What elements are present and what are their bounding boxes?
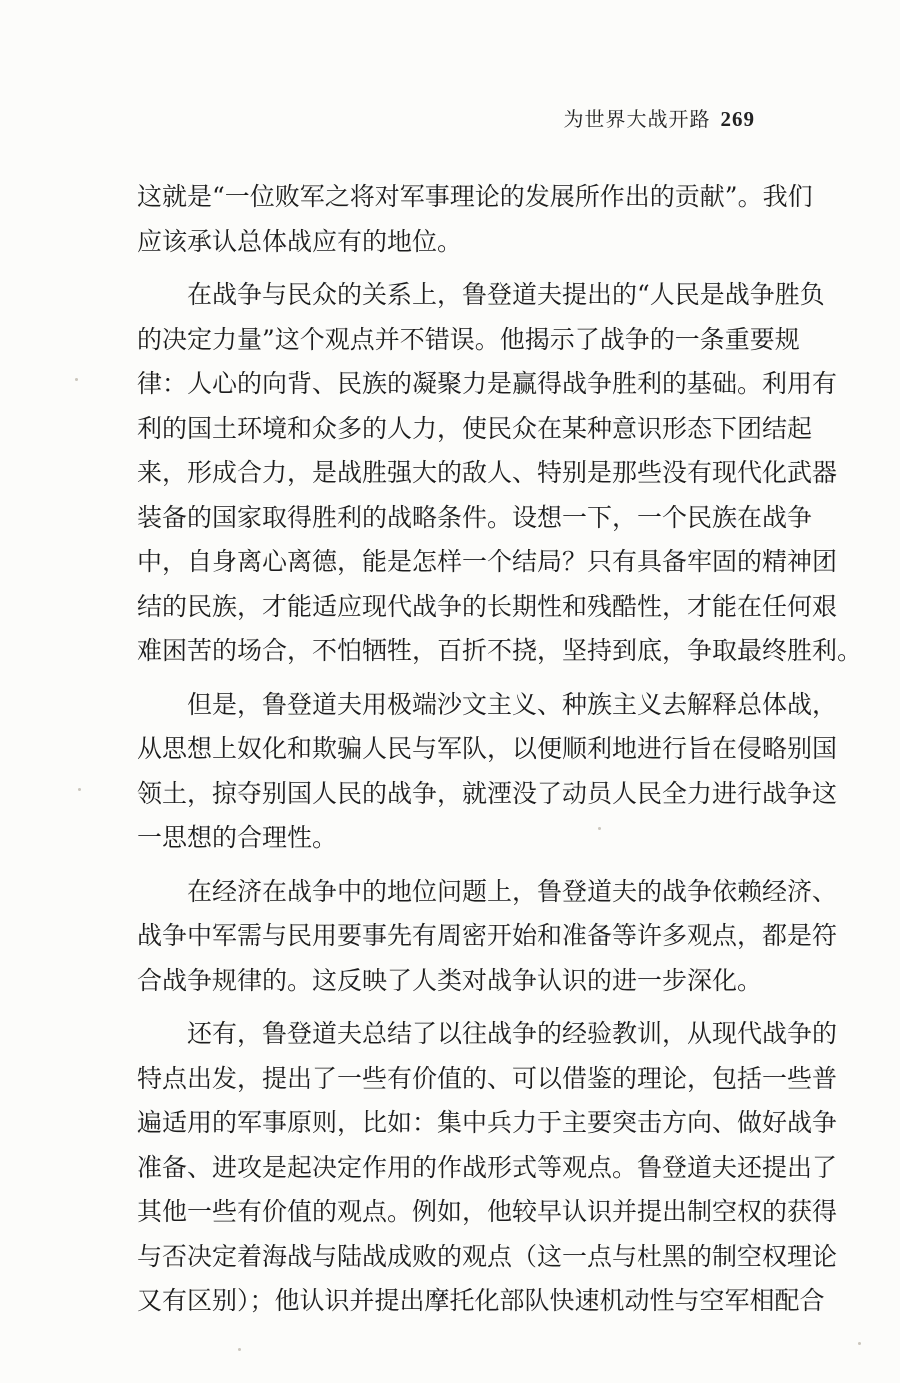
- scan-speck: [75, 378, 78, 381]
- running-head: [564, 103, 756, 132]
- text-line: 利的国土环境和众多的人力，使民众在某种意识形态下团结起: [137, 413, 813, 443]
- scan-speck: [858, 1342, 861, 1345]
- text-line: 准备、进攻是起决定作用的作战形式等观点。鲁登道夫还提出了: [137, 1152, 838, 1182]
- text-line: 装备的国家取得胜利的战略条件。设想一下，一个民族在战争: [137, 502, 813, 532]
- paragraph-2: [137, 273, 863, 674]
- paragraph-3: [137, 683, 838, 861]
- body-text: [137, 175, 863, 1324]
- text-line: 还有，鲁登道夫总结了以往战争的经验教训，从现代战争的: [187, 1019, 838, 1048]
- scan-speck: [238, 1348, 241, 1351]
- text-line: 中，自身离心离德，能是怎样一个结局？只有具备牢固的精神团: [137, 547, 838, 576]
- scan-speck: [598, 827, 601, 830]
- text-line: 领土，掠夺别国人民的战争，就湮没了动员人民全力进行战争这: [137, 778, 838, 808]
- text-line: 与否决定着海战与陆战成败的观点（这一点与杜黑的制空权理论: [137, 1241, 838, 1271]
- paragraph-1: [137, 175, 813, 264]
- text-line: 一思想的合理性。: [137, 823, 338, 852]
- text-line: 的决定力量”这个观点并不错误。他揭示了战争的一条重要规: [137, 324, 800, 354]
- text-line: 在经济在战争中的地位问题上，鲁登道夫的战争依赖经济、: [187, 876, 838, 906]
- text-line: 难困苦的场合，不怕牺牲，百折不挠，坚持到底，争取最终胜利。: [137, 636, 863, 665]
- text-line: 其他一些有价值的观点。例如，他较早认识并提出制空权的获得: [137, 1197, 838, 1226]
- text-line: 合战争规律的。这反映了人类对战争认识的进一步深化。: [137, 965, 763, 995]
- text-line: 结的民族，才能适应现代战争的长期性和残酷性，才能在任何艰: [137, 591, 838, 621]
- text-line: 从思想上奴化和欺骗人民与军队，以便顺利地进行旨在侵略别国: [137, 734, 838, 763]
- text-line: 应该承认总体战应有的地位。: [137, 226, 463, 256]
- text-line: 来，形成合力，是战胜强大的敌人、特别是那些没有现代化武器: [137, 458, 838, 487]
- page-number: 269: [720, 107, 755, 131]
- text-line: 律：人心的向背、民族的凝聚力是赢得战争胜利的基础。利用有: [137, 369, 838, 398]
- paragraph-5: [137, 1012, 838, 1324]
- text-line: 这就是“一位败军之将对军事理论的发展所作出的贡献”。我们: [137, 182, 813, 211]
- text-line: 特点出发，提出了一些有价值的、可以借鉴的理论，包括一些普: [137, 1063, 838, 1093]
- running-head-title: 为世界大战开路: [563, 107, 711, 131]
- text-line: 战争中军需与民用要事先有周密开始和准备等许多观点，都是符: [137, 921, 838, 950]
- text-line: 但是，鲁登道夫用极端沙文主义、种族主义去解释总体战，: [187, 689, 838, 719]
- text-line: 又有区别）；他认识并提出摩托化部队快速机动性与空军相配合: [137, 1286, 825, 1315]
- text-line: 遍适用的军事原则，比如：集中兵力于主要突击方向、做好战争: [137, 1108, 838, 1137]
- text-line: 在战争与民众的关系上，鲁登道夫提出的“人民是战争胜负: [187, 280, 825, 309]
- scan-speck: [78, 788, 81, 791]
- paragraph-4: [137, 870, 838, 1004]
